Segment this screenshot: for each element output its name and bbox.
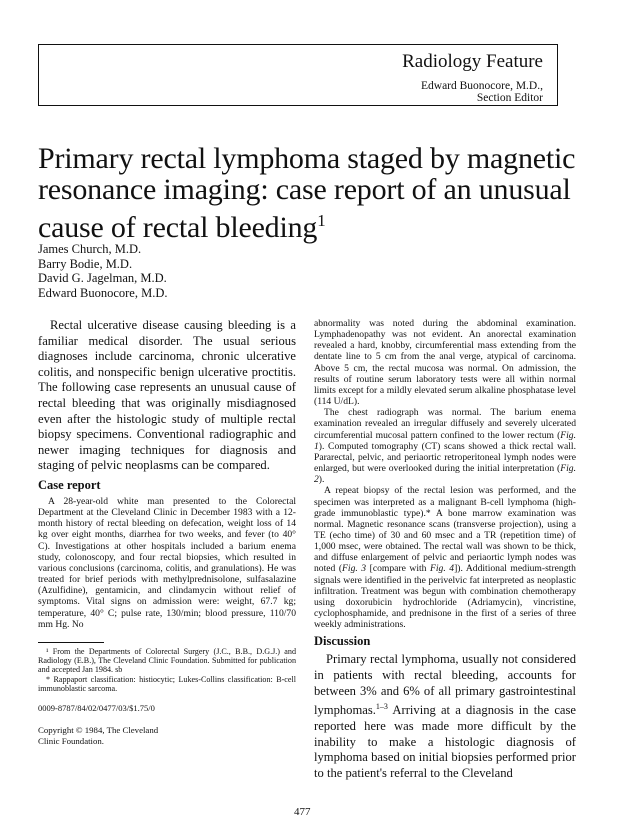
text-span: ). bbox=[318, 474, 325, 486]
author-list bbox=[38, 242, 168, 300]
article-code: 0009-8787/84/02/0477/03/$1.75/0 bbox=[38, 703, 155, 714]
feature-title: Radiology Feature bbox=[402, 51, 543, 72]
imaging-paragraph bbox=[314, 407, 576, 485]
discussion-paragraph bbox=[314, 652, 576, 781]
text-span: A repeat biopsy of the rectal lesion was performed, and the specimen was interpreted as a malignant B-cell lymphoma (high-grade immunoblastic type).* A bone marrow examination was normal. Magnetic resonance scans (transverse projection), using a TE (echo time) of 30 and 60 msec and a TR (repetition time) of 1,000 msec, were obtained. The rectal wall was shown to be thick, and diffuse enlargement of pelvic and periaortic lymph nodes was noted ( bbox=[314, 485, 576, 575]
text-span: ). Computed tomography (CT) scans showed a thick rectal wall. Pararectal, pelvic, and periaortic retroperitoneal lymph nodes were enlarged, but were overlooked during the initial interpretation ( bbox=[314, 440, 576, 475]
footnote-classification: * Rappaport classification: histiocytic; Lukes-Collins classification: B-cell immunoblastic sarcoma. bbox=[38, 674, 296, 693]
copyright-org: Clinic Foundation. bbox=[38, 735, 104, 746]
figure-ref: Fig. 3 bbox=[342, 563, 367, 575]
text-span: Arriving at a diagnosis in the case reported here was made more difficult by the inability to make a histologic diagnosis of lymphoma based on initial biopsies performed prior to the patient's referral to the Cleveland bbox=[314, 703, 576, 780]
discussion-heading: Discussion bbox=[314, 634, 371, 649]
page-number: 477 bbox=[294, 806, 311, 818]
author: David G. Jagelman, M.D. bbox=[38, 271, 167, 285]
text-span: [compare with bbox=[366, 563, 430, 575]
article-title bbox=[38, 143, 598, 243]
reference-marker: 1–3 bbox=[375, 702, 388, 712]
footnote-affiliation: ¹ From the Departments of Colorectal Surgery (J.C., B.B., D.G.J.) and Radiology (E.B.), The Cleveland Clinic Foundation. Submitted for publication and accepted Jan 1984. sb bbox=[38, 646, 296, 675]
footnote-divider bbox=[38, 642, 104, 643]
feature-header-box bbox=[38, 44, 558, 106]
left-column bbox=[38, 318, 296, 746]
case-report-heading: Case report bbox=[38, 477, 101, 492]
intro-paragraph: Rectal ulcerative disease causing bleeding is a familiar medical disorder. The usual serious diagnoses include carcinoma, chronic ulcerative colitis, and nonspecific benign ulcerative proctitis. The following case represents an unusual cause of rectal bleeding that was originally misdiagnosed even after the histologic study of multiple rectal biopsy specimens. Conventional radiographic and newer imaging techniques for diagnosis and staging of pelvic neoplasms can be compared. bbox=[38, 318, 296, 473]
right-column bbox=[314, 318, 576, 781]
exam-paragraph: abnormality was noted during the abdominal examination. Lymphadenopathy was not evident. An anorectal examination revealed a hard, knobby, circumferential mass extending from the dentate line to 5 cm from the anal verge, atypical of carcinoma. Above 5 cm, the rectal mucosa was normal. On admission, the results of routine serum laboratory tests were all within normal limits except for a mildly elevated serum alkaline phosphatase level (114 U/dL). bbox=[314, 318, 576, 408]
title-footnote-marker: 1 bbox=[317, 211, 326, 230]
editor-role: Section Editor bbox=[476, 92, 543, 104]
text-span: Primary rectal lymphoma, usually not considered in patients with rectal bleeding, accounts for between 3% and 6% of all primary gastrointestinal lymphomas. bbox=[314, 652, 576, 718]
figure-ref: Fig. 4 bbox=[430, 563, 455, 575]
section-editor bbox=[421, 80, 543, 104]
copyright-line: Copyright © 1984, The Cleveland bbox=[38, 725, 159, 736]
case-report-paragraph: A 28-year-old white man presented to the Colorectal Department at the Cleveland Clinic in December 1983 with a 12-month history of rectal bleeding on defecation, weight loss of 14 kg over eight months, diarrhea for two weeks, and fever (to 40° C). Investigations at other hospitals included a barium enema study, colonoscopy, and four rectal biopsies, which resulted in various conclusions (carcinoma, colitis, and granulations). He was treated for brief periods with methylprednisolone, sulfasalazine (Azulfidine), gentamicin, and clindamycin without relief of symptoms. Vital signs on admission were: weight, 67.7 kg; temperature, 40° C; pulse rate, 130/min; blood pressure, 110/70 mm Hg. No bbox=[38, 495, 296, 630]
figure-ref: Fig. 1 bbox=[314, 429, 576, 452]
article-title-text: Primary rectal lymphoma staged by magnetic resonance imaging: case report of an unusual cause of rectal bleeding bbox=[38, 142, 576, 244]
author: Edward Buonocore, M.D. bbox=[38, 285, 168, 300]
text-span: ]). Additional medium-strength signals were identified in the perivelvic fat interpreted as neoplastic infiltration. Treatment was begun with combination chemotherapy using doxorubicin hydrochloride (Adriamycin), vincristine, cyclophosphamide, and prednisone in the first of a series of three weekly administrations. bbox=[314, 563, 576, 631]
figure-ref: Fig. 2 bbox=[314, 463, 576, 486]
author: Barry Bodie, M.D. bbox=[38, 256, 133, 271]
biopsy-paragraph bbox=[314, 485, 576, 630]
author: James Church, M.D. bbox=[38, 242, 142, 256]
editor-name: Edward Buonocore, M.D., bbox=[420, 80, 543, 92]
text-span: The chest radiograph was normal. The barium enema examination revealed an irregular diffusely and severely ulcerated circumferential mucosal pattern confined to the lower rectum ( bbox=[314, 407, 576, 441]
